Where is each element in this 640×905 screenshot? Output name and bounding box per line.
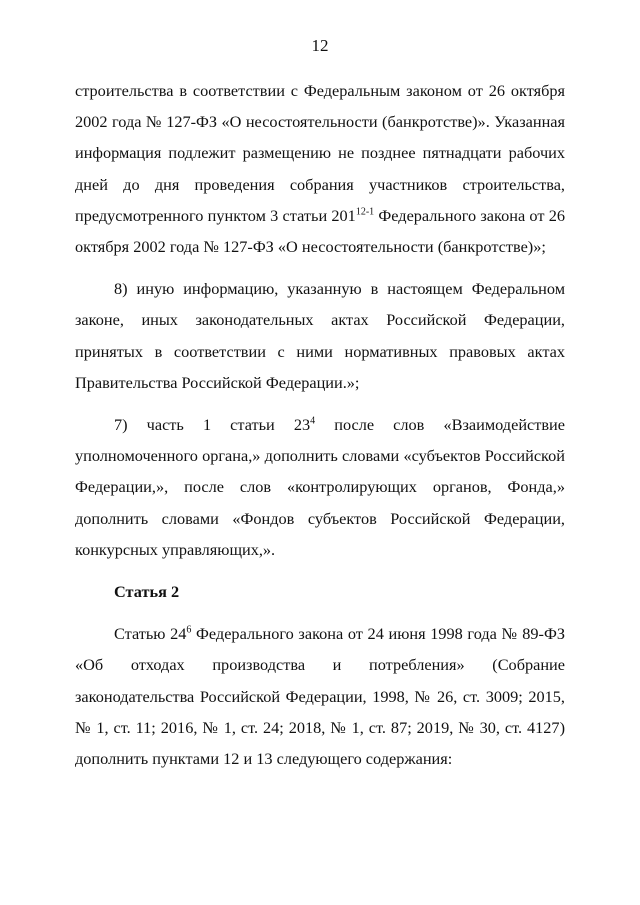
superscript-index: 4 <box>310 415 316 427</box>
paragraph-text: 7) часть 1 статьи 23 <box>114 415 311 435</box>
superscript-index: 12-1 <box>355 206 375 218</box>
paragraph-text: строительства в соответствии с Федеральным законом от 26 октября 2002 года № 127-ФЗ «О несостоятельности (банкротстве)». Указанная информация подлежит размещению не позднее пятнадцати рабочих дней до дня проведения собрания участников строительства, предусмотренного пунктом 3 статьи 201 <box>75 81 565 225</box>
paragraph-text: Федерального закона от 24 июня 1998 года № 89-ФЗ «Об отходах производства и потребления» (Собрание законодательства Российской Федерации, 1998, № 26, ст. 3009; 2015, № 1, ст. 11; 2016, № 1, ст. 24; 2018, № 1, ст. 87; 2019, № 30, ст. 4127) дополнить пунктами 12 и 13 следующего содержания: <box>75 624 565 769</box>
document-body <box>75 75 565 774</box>
paragraph-article-2 <box>75 618 565 774</box>
paragraph-text: Федерального закона от 26 октября 2002 года № 127-ФЗ «О несостоятельности (банкротстве)»; <box>75 205 565 257</box>
article-heading: Статья 2 <box>114 582 180 602</box>
page-number: 12 <box>311 36 329 55</box>
paragraph-continuation <box>75 75 565 262</box>
paragraph-item-8: 8) иную информацию, указанную в настоящем Федеральном законе, иных законодательных актах Российской Федерации, принятых в соответствии с ними нормативных правовых актах Правительства Российской Федерации.»; <box>75 279 565 392</box>
paragraph-text: Статью 24 <box>114 624 187 644</box>
superscript-index: 6 <box>186 624 192 636</box>
paragraph-item-7 <box>75 409 565 565</box>
paragraph-text: после слов «Взаимодействие уполномоченного органа,» дополнить словами «субъектов Российской Федерации,», после слов «контролирующих органов, Фонда,» дополнить словами «Фондов субъектов Российской Федерации, конкурсных управляющих,». <box>75 415 566 559</box>
